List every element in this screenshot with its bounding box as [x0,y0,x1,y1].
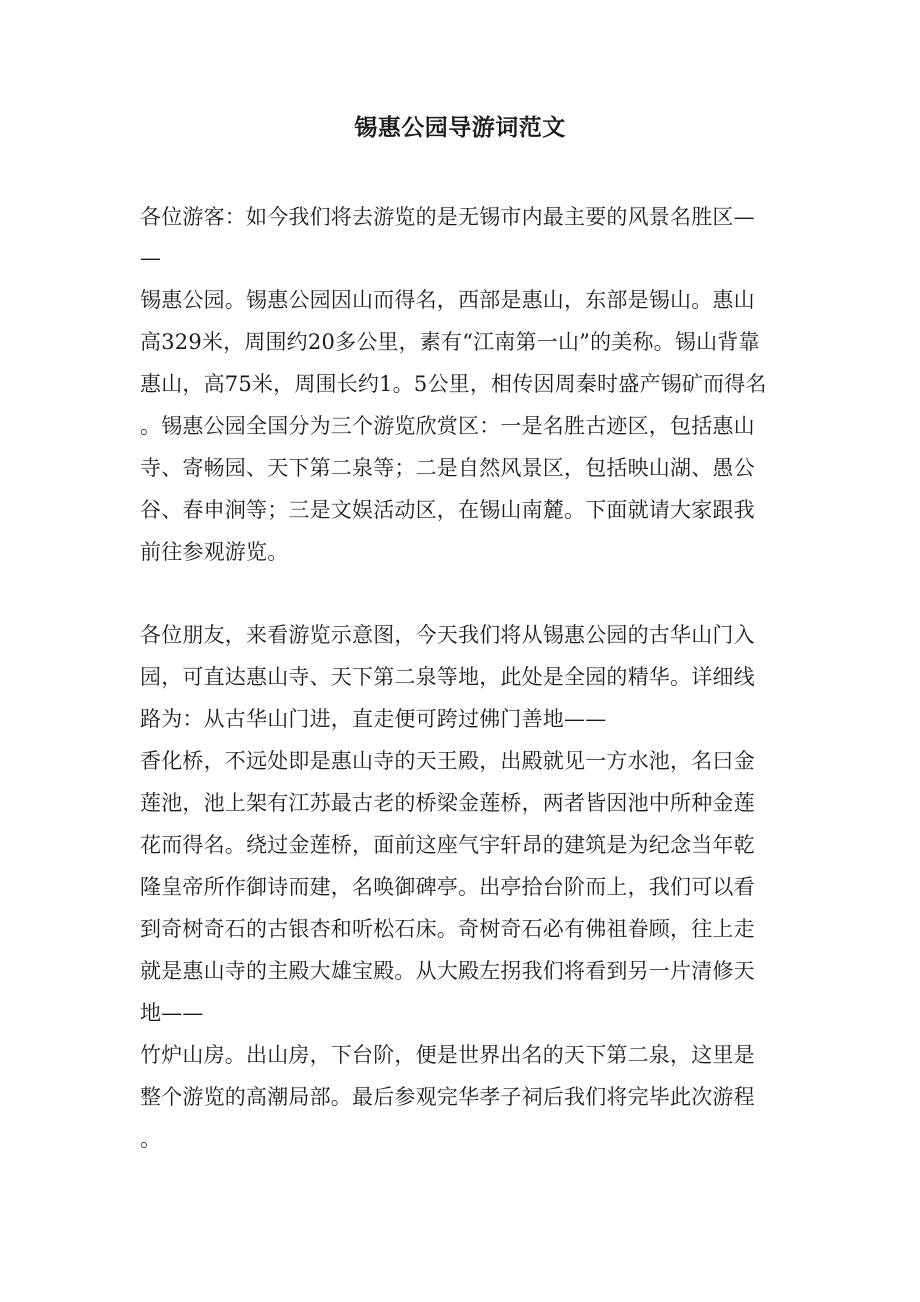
paragraph-line: 惠山，高75米，周围长约1。5公里，相传因周秦时盛产锡矿而得名 [140,372,767,396]
paragraph-line: 锡惠公园。锡惠公园因山而得名，西部是惠山，东部是锡山。惠山 [140,288,755,312]
document-title: 锡惠公园导游词范文 [354,114,566,141]
paragraph-line: 谷、春申涧等；三是文娱活动区，在锡山南麓。下面就请大家跟我 [140,498,755,522]
paragraph-line: 花而得名。绕过金莲桥，面前这座气宇轩昂的建筑是为纪念当年乾 [140,833,755,857]
paragraph-line: 就是惠山寺的主殿大雄宝殿。从大殿左拐我们将看到另一片清修天 [140,959,755,983]
paragraph-line: 地—— [140,1001,204,1025]
paragraph-line: 香化桥，不远处即是惠山寺的天王殿，出殿就见一方水池，名曰金 [140,749,755,773]
paragraph-line: 园，可直达惠山寺、天下第二泉等地，此处是全园的精华。详细线 [140,665,755,689]
paragraph-line: 前往参观游览。 [140,540,289,564]
paragraph-line: 莲池，池上架有江苏最古老的桥梁金莲桥，两者皆因池中所种金莲 [140,791,755,815]
paragraph-line: 寺、寄畅园、天下第二泉等；二是自然风景区，包括映山湖、愚公 [140,456,755,480]
paragraph-line: 。锡惠公园全国分为三个游览欣赏区：一是名胜古迹区，包括惠山 [140,414,755,438]
paragraph-line: 各位游客：如今我们将去游览的是无锡市内最主要的风景名胜区— [140,205,755,229]
paragraph-line: 整个游览的高潮局部。最后参观完华孝子祠后我们将完毕此次游程 [140,1085,755,1109]
paragraph-line: 路为：从古华山门进，直走便可跨过佛门善地—— [140,707,607,731]
paragraph-line: 竹炉山房。出山房，下台阶，便是世界出名的天下第二泉，这里是 [140,1043,755,1067]
paragraph-line: 隆皇帝所作御诗而建，名唤御碑亭。出亭拾台阶而上，我们可以看 [140,875,755,899]
paragraph-line: 各位朋友，来看游览示意图，今天我们将从锡惠公园的古华山门入 [140,623,755,647]
paragraph-line: 到奇树奇石的古银杏和听松石床。奇树奇石必有佛祖眷顾，往上走 [140,917,755,941]
paragraph-line: — [140,246,162,270]
paragraph-line: 高329米，周围约20多公里，素有“江南第一山”的美称。锡山背靠 [140,330,760,354]
paragraph-line: 。 [140,1127,162,1151]
